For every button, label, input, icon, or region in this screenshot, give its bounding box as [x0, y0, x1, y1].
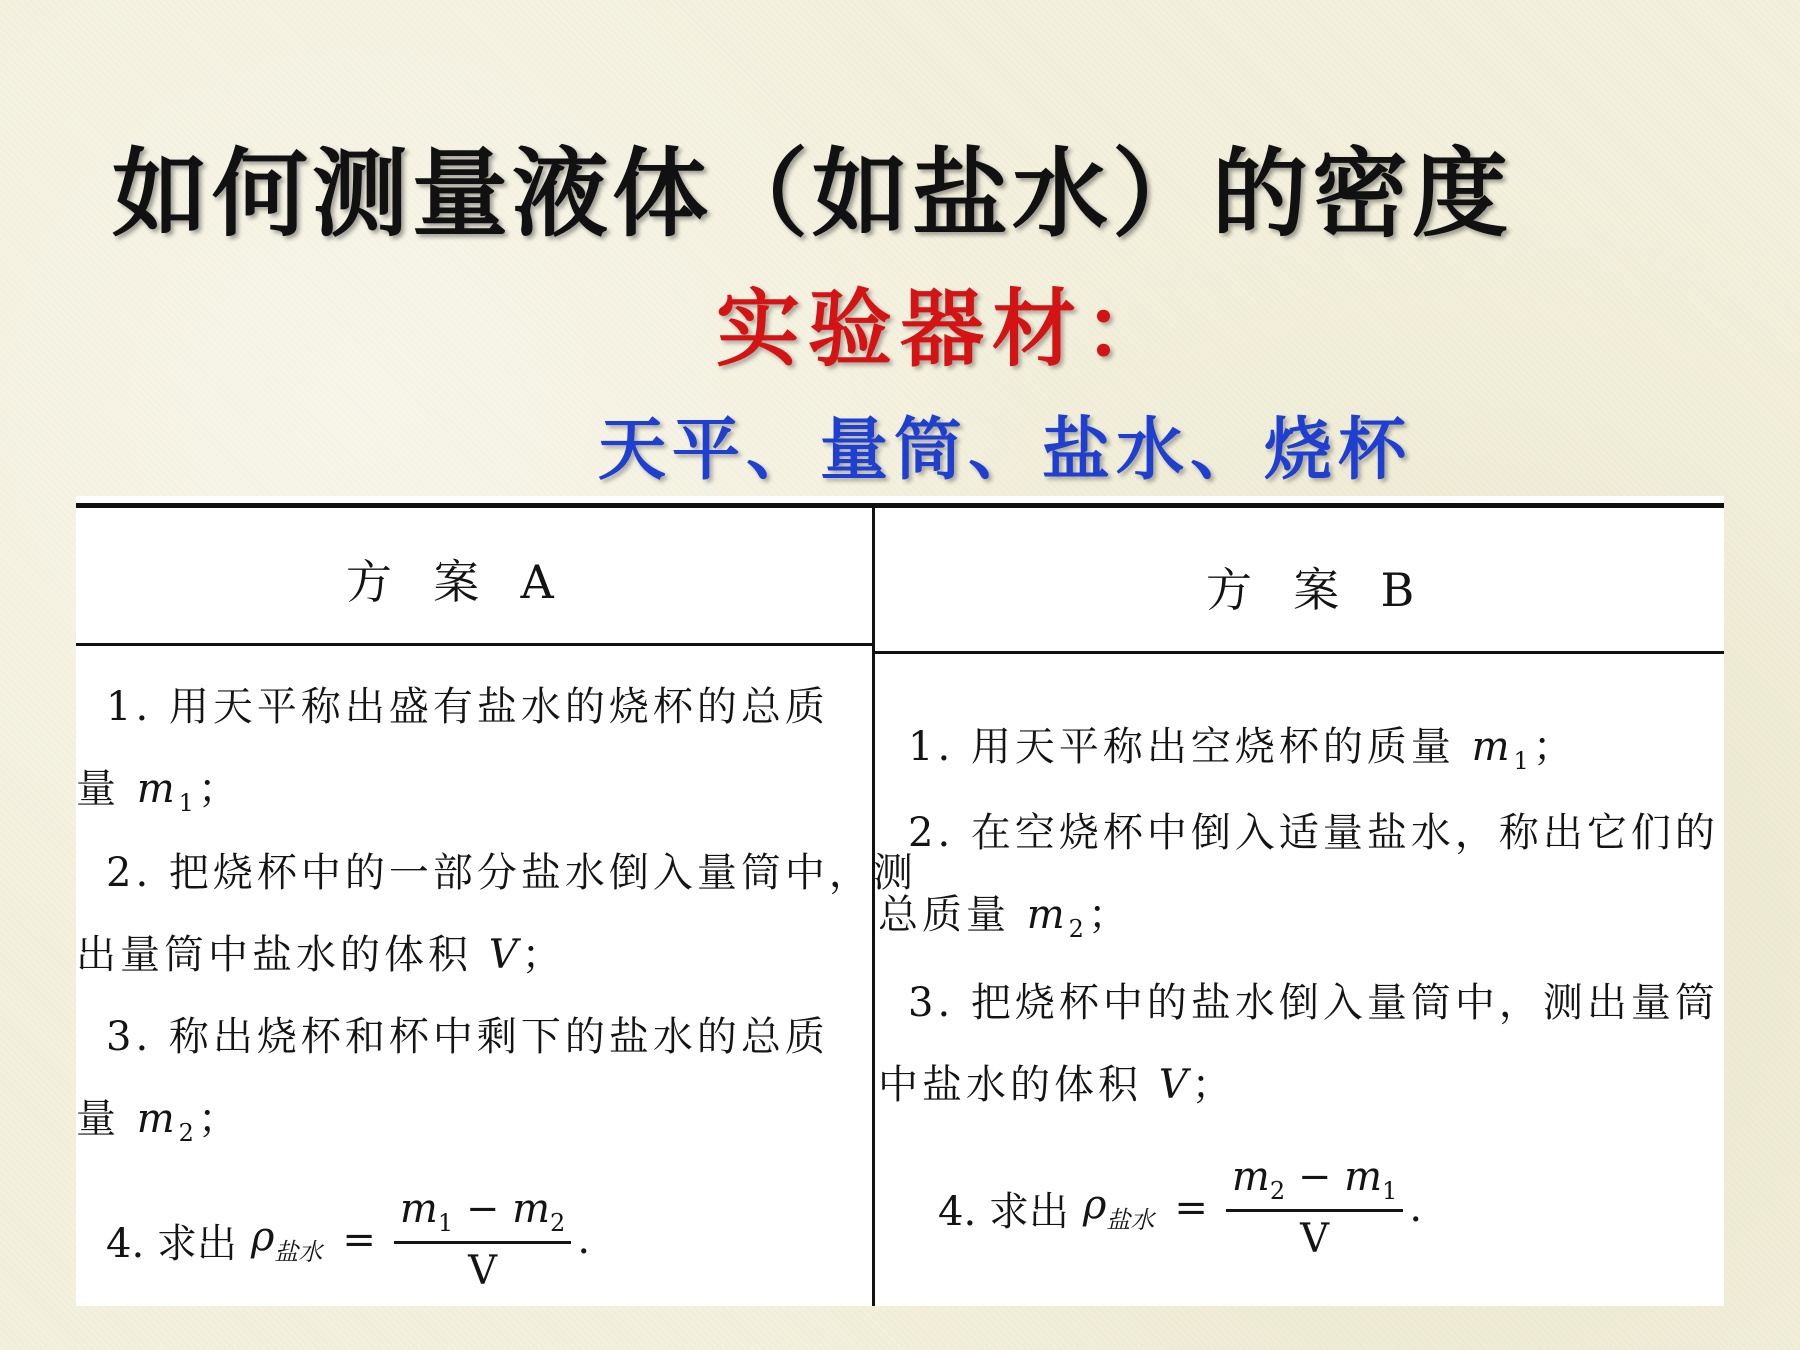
- mass-variable: $m_2$: [136, 1096, 198, 1147]
- header-rule-left: [76, 643, 874, 646]
- density-fraction: [394, 1186, 571, 1294]
- fraction-denominator: V: [468, 1248, 498, 1294]
- slide-title: 如何测量液体（如盐水）的密度: [112, 137, 1512, 250]
- plan-b-step-3-line-2: 中盐水的体积: [878, 1062, 1142, 1108]
- plan-b-step-1: [908, 706, 1577, 802]
- punctuation: ；: [521, 932, 566, 978]
- plan-b-step-3-line-1: 3. 把烧杯中的盐水倒入量筒中，测出量筒: [908, 980, 1719, 1026]
- plan-b-step-4-label: 4. 求出: [938, 1188, 1069, 1235]
- mass-variable: $m_1$: [1471, 724, 1533, 775]
- density-fraction: [1226, 1154, 1403, 1262]
- plan-a-step-2: [76, 832, 917, 996]
- plan-a-step-2-line-1: 2. 把烧杯中的一部分盐水倒入量筒中，测: [106, 850, 917, 896]
- density-symbol: $\rho_{盐水}$: [1082, 1181, 1155, 1234]
- plan-b-header: 方 案 B: [1206, 563, 1419, 617]
- equipment-heading: 实验器材：: [716, 279, 1177, 378]
- equals-sign: =: [342, 1217, 376, 1263]
- punctuation: ；: [1087, 892, 1132, 938]
- equals-sign: =: [1174, 1185, 1208, 1231]
- fraction-numerator: $m_1 - m_2$: [394, 1186, 571, 1244]
- volume-variable: V: [1158, 1062, 1192, 1108]
- plan-a-header: 方 案 A: [346, 555, 558, 609]
- plan-a-step-1-line-2: 量: [76, 766, 120, 812]
- plan-a-step-1-line-1: 1. 用天平称出盛有盐水的烧杯的总质: [106, 684, 829, 730]
- punctuation: .: [1409, 1185, 1423, 1231]
- punctuation: ；: [197, 766, 242, 812]
- plan-a-step-3-line-2: 量: [76, 1096, 120, 1142]
- plan-a-step-4: [106, 1186, 590, 1294]
- plan-a-step-3: [76, 996, 829, 1174]
- density-symbol: $\rho_{盐水}$: [250, 1213, 323, 1266]
- plan-b-step-2-line-1: 2. 在空烧杯中倒入适量盐水，称出它们的: [908, 810, 1719, 856]
- punctuation: ；: [1191, 1062, 1236, 1108]
- fraction-numerator: $m_2 - m_1$: [1226, 1154, 1403, 1212]
- plan-b-step-2: [878, 792, 1719, 970]
- equipment-list: 天平、量筒、盐水、烧杯: [598, 410, 1413, 490]
- plan-a-step-2-line-2: 出量筒中盐水的体积: [76, 932, 472, 978]
- plan-a-step-1: [76, 666, 829, 844]
- comparison-table: [76, 496, 1724, 1306]
- plan-b-step-1-text: 1. 用天平称出空烧杯的质量: [908, 724, 1455, 770]
- plan-b-step-2-line-2: 总质量: [878, 892, 1010, 938]
- table-top-rule: [76, 503, 1724, 508]
- mass-variable: $m_2$: [1026, 892, 1088, 943]
- punctuation: ；: [1532, 724, 1577, 770]
- header-rule-right: [874, 651, 1724, 654]
- volume-variable: V: [488, 932, 522, 978]
- fraction-denominator: V: [1300, 1216, 1330, 1262]
- punctuation: .: [577, 1217, 591, 1263]
- plan-a-step-4-label: 4. 求出: [106, 1220, 237, 1267]
- mass-variable: $m_1$: [136, 766, 198, 817]
- plan-b-step-4: [938, 1154, 1422, 1262]
- plan-b-step-3: [878, 962, 1719, 1126]
- plan-a-step-3-line-1: 3. 称出烧杯和杯中剩下的盐水的总质: [106, 1014, 829, 1060]
- punctuation: ；: [197, 1096, 242, 1142]
